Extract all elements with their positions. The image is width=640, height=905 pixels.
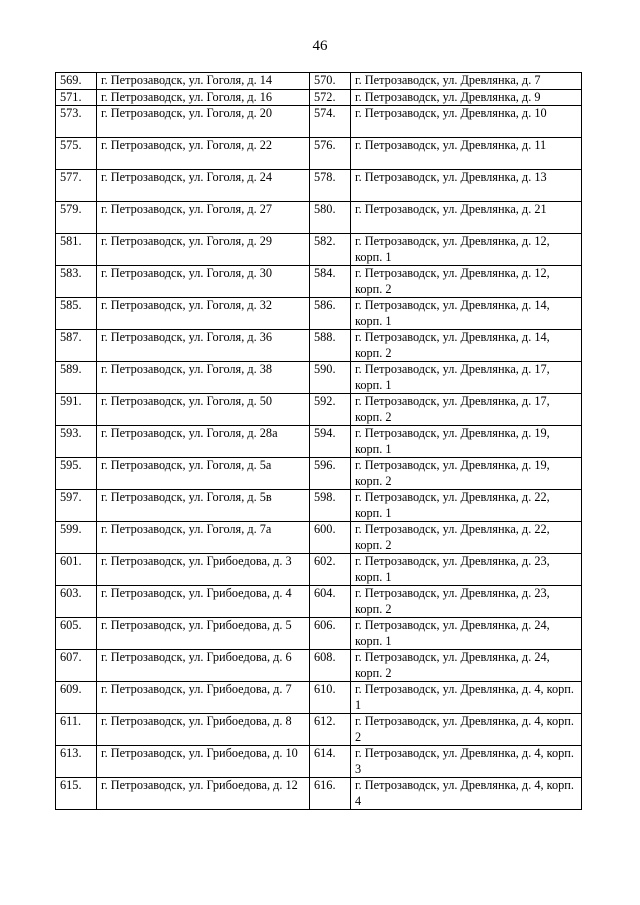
row-number-right: 602. [310, 554, 351, 586]
address-right: г. Петрозаводск, ул. Древлянка, д. 19, корп. 1 [351, 426, 582, 458]
table-row [56, 650, 582, 682]
row-number-right: 582. [310, 234, 351, 266]
table-row [56, 330, 582, 362]
row-number-right: 590. [310, 362, 351, 394]
row-number-left: 587. [56, 330, 97, 362]
table-row [56, 778, 582, 810]
table-row [56, 714, 582, 746]
row-number-right: 594. [310, 426, 351, 458]
address-right: г. Петрозаводск, ул. Древлянка, д. 14, корп. 2 [351, 330, 582, 362]
table-row [56, 202, 582, 234]
address-right: г. Петрозаводск, ул. Древлянка, д. 24, корп. 2 [351, 650, 582, 682]
address-left: г. Петрозаводск, ул. Грибоедова, д. 3 [97, 554, 310, 586]
row-number-right: 596. [310, 458, 351, 490]
address-left: г. Петрозаводск, ул. Грибоедова, д. 10 [97, 746, 310, 778]
row-number-left: 571. [56, 89, 97, 106]
row-number-right: 576. [310, 138, 351, 170]
row-number-left: 569. [56, 73, 97, 90]
row-number-right: 588. [310, 330, 351, 362]
table-row [56, 522, 582, 554]
address-right: г. Петрозаводск, ул. Древлянка, д. 17, корп. 2 [351, 394, 582, 426]
row-number-right: 570. [310, 73, 351, 90]
row-number-right: 614. [310, 746, 351, 778]
row-number-left: 611. [56, 714, 97, 746]
row-number-right: 616. [310, 778, 351, 810]
address-right: г. Петрозаводск, ул. Древлянка, д. 22, корп. 1 [351, 490, 582, 522]
row-number-left: 573. [56, 106, 97, 138]
address-left: г. Петрозаводск, ул. Гоголя, д. 22 [97, 138, 310, 170]
row-number-left: 595. [56, 458, 97, 490]
row-number-right: 598. [310, 490, 351, 522]
address-right: г. Петрозаводск, ул. Древлянка, д. 12, корп. 2 [351, 266, 582, 298]
row-number-left: 575. [56, 138, 97, 170]
address-left: г. Петрозаводск, ул. Грибоедова, д. 4 [97, 586, 310, 618]
address-left: г. Петрозаводск, ул. Гоголя, д. 28а [97, 426, 310, 458]
row-number-left: 601. [56, 554, 97, 586]
address-right: г. Петрозаводск, ул. Древлянка, д. 9 [351, 89, 582, 106]
address-right: г. Петрозаводск, ул. Древлянка, д. 12, корп. 1 [351, 234, 582, 266]
address-right: г. Петрозаводск, ул. Древлянка, д. 24, корп. 1 [351, 618, 582, 650]
row-number-left: 583. [56, 266, 97, 298]
table-row [56, 586, 582, 618]
address-left: г. Петрозаводск, ул. Грибоедова, д. 6 [97, 650, 310, 682]
row-number-right: 600. [310, 522, 351, 554]
row-number-left: 599. [56, 522, 97, 554]
address-left: г. Петрозаводск, ул. Гоголя, д. 24 [97, 170, 310, 202]
row-number-left: 581. [56, 234, 97, 266]
row-number-right: 604. [310, 586, 351, 618]
row-number-left: 615. [56, 778, 97, 810]
row-number-right: 572. [310, 89, 351, 106]
table-row [56, 682, 582, 714]
page-number: 46 [312, 38, 328, 54]
table-row [56, 746, 582, 778]
address-right: г. Петрозаводск, ул. Древлянка, д. 22, корп. 2 [351, 522, 582, 554]
table-row [56, 106, 582, 138]
table-row [56, 394, 582, 426]
address-right: г. Петрозаводск, ул. Древлянка, д. 4, корп. 4 [351, 778, 582, 810]
row-number-right: 612. [310, 714, 351, 746]
address-right: г. Петрозаводск, ул. Древлянка, д. 23, корп. 2 [351, 586, 582, 618]
address-right: г. Петрозаводск, ул. Древлянка, д. 11 [351, 138, 582, 170]
address-left: г. Петрозаводск, ул. Гоголя, д. 5а [97, 458, 310, 490]
address-right: г. Петрозаводск, ул. Древлянка, д. 13 [351, 170, 582, 202]
row-number-right: 584. [310, 266, 351, 298]
table-row [56, 234, 582, 266]
address-table [55, 72, 582, 810]
address-left: г. Петрозаводск, ул. Гоголя, д. 14 [97, 73, 310, 90]
row-number-left: 577. [56, 170, 97, 202]
row-number-left: 597. [56, 490, 97, 522]
address-right: г. Петрозаводск, ул. Древлянка, д. 19, корп. 2 [351, 458, 582, 490]
table-row [56, 170, 582, 202]
address-left: г. Петрозаводск, ул. Грибоедова, д. 12 [97, 778, 310, 810]
row-number-left: 609. [56, 682, 97, 714]
table-row [56, 266, 582, 298]
address-right: г. Петрозаводск, ул. Древлянка, д. 14, корп. 1 [351, 298, 582, 330]
row-number-left: 585. [56, 298, 97, 330]
row-number-right: 578. [310, 170, 351, 202]
table-row [56, 458, 582, 490]
address-right: г. Петрозаводск, ул. Древлянка, д. 17, корп. 1 [351, 362, 582, 394]
table-row [56, 618, 582, 650]
address-left: г. Петрозаводск, ул. Гоголя, д. 27 [97, 202, 310, 234]
address-right: г. Петрозаводск, ул. Древлянка, д. 7 [351, 73, 582, 90]
row-number-right: 608. [310, 650, 351, 682]
address-left: г. Петрозаводск, ул. Гоголя, д. 7а [97, 522, 310, 554]
address-left: г. Петрозаводск, ул. Грибоедова, д. 5 [97, 618, 310, 650]
address-left: г. Петрозаводск, ул. Гоголя, д. 29 [97, 234, 310, 266]
table-row [56, 362, 582, 394]
table-row [56, 89, 582, 106]
row-number-right: 606. [310, 618, 351, 650]
row-number-left: 589. [56, 362, 97, 394]
address-left: г. Петрозаводск, ул. Гоголя, д. 5в [97, 490, 310, 522]
table-row [56, 73, 582, 90]
row-number-left: 607. [56, 650, 97, 682]
address-left: г. Петрозаводск, ул. Гоголя, д. 20 [97, 106, 310, 138]
table-row [56, 138, 582, 170]
address-left: г. Петрозаводск, ул. Гоголя, д. 36 [97, 330, 310, 362]
table-row [56, 490, 582, 522]
table-row [56, 298, 582, 330]
row-number-right: 574. [310, 106, 351, 138]
address-left: г. Петрозаводск, ул. Грибоедова, д. 8 [97, 714, 310, 746]
row-number-left: 603. [56, 586, 97, 618]
address-left: г. Петрозаводск, ул. Гоголя, д. 30 [97, 266, 310, 298]
address-left: г. Петрозаводск, ул. Гоголя, д. 50 [97, 394, 310, 426]
address-right: г. Петрозаводск, ул. Древлянка, д. 4, корп. 2 [351, 714, 582, 746]
address-right: г. Петрозаводск, ул. Древлянка, д. 23, корп. 1 [351, 554, 582, 586]
row-number-right: 610. [310, 682, 351, 714]
address-left: г. Петрозаводск, ул. Грибоедова, д. 7 [97, 682, 310, 714]
address-left: г. Петрозаводск, ул. Гоголя, д. 16 [97, 89, 310, 106]
address-table-body [56, 73, 582, 810]
table-row [56, 426, 582, 458]
address-right: г. Петрозаводск, ул. Древлянка, д. 4, корп. 3 [351, 746, 582, 778]
row-number-left: 593. [56, 426, 97, 458]
address-right: г. Петрозаводск, ул. Древлянка, д. 21 [351, 202, 582, 234]
address-left: г. Петрозаводск, ул. Гоголя, д. 32 [97, 298, 310, 330]
row-number-left: 579. [56, 202, 97, 234]
row-number-right: 580. [310, 202, 351, 234]
table-row [56, 554, 582, 586]
row-number-left: 605. [56, 618, 97, 650]
row-number-left: 591. [56, 394, 97, 426]
address-right: г. Петрозаводск, ул. Древлянка, д. 10 [351, 106, 582, 138]
address-right: г. Петрозаводск, ул. Древлянка, д. 4, корп. 1 [351, 682, 582, 714]
address-left: г. Петрозаводск, ул. Гоголя, д. 38 [97, 362, 310, 394]
row-number-right: 586. [310, 298, 351, 330]
row-number-right: 592. [310, 394, 351, 426]
row-number-left: 613. [56, 746, 97, 778]
